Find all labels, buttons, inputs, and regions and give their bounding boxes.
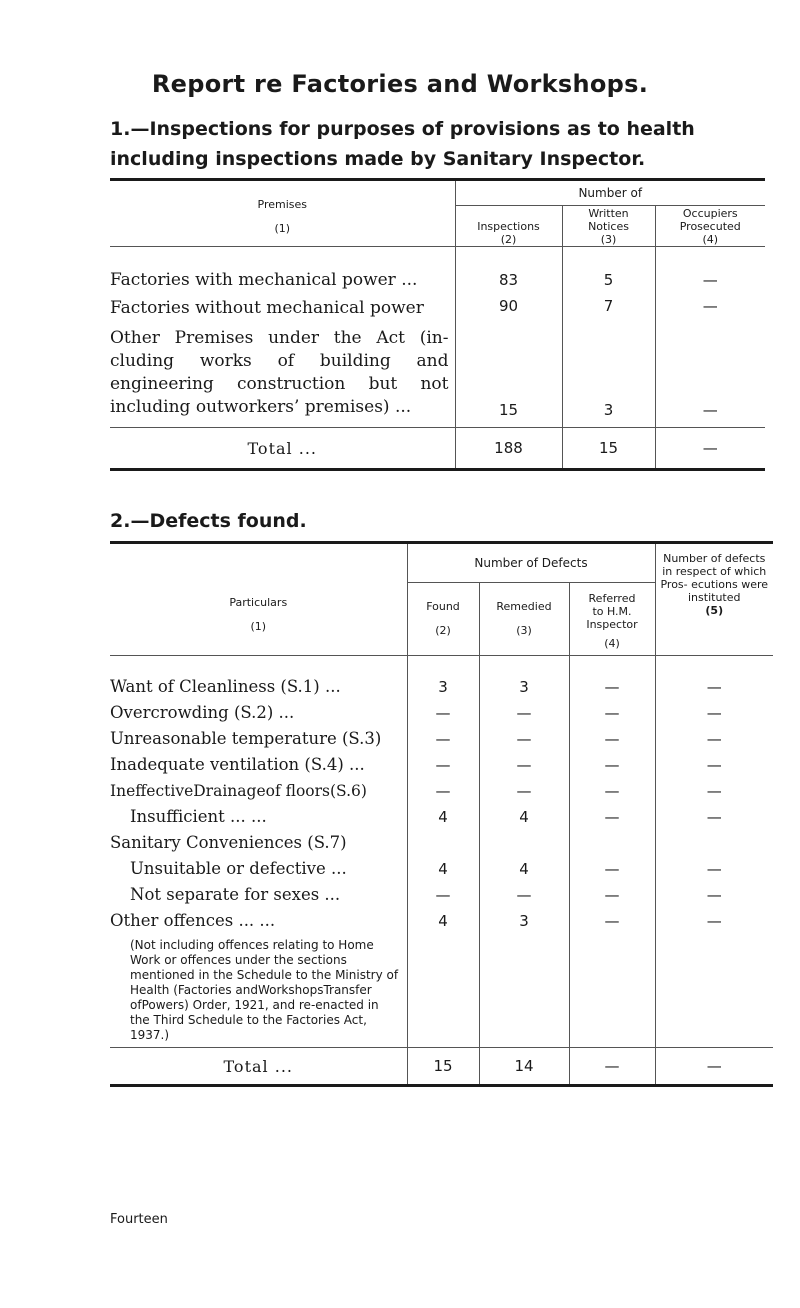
found-value: — [407, 882, 479, 908]
found-value: — [407, 700, 479, 726]
prosecutions-value: — [655, 856, 773, 882]
remedied-value: 4 [479, 804, 569, 830]
other-offences-note: (Not including offences relating to Home Work or offences under the sections mentioned in the Schedule to the Ministry of Health (Factories andWorkshopsTransfer ofPowers) Order, 1921, and re-enacted in the Third Schedule to the Factories Act, 1937.) [130, 938, 399, 1042]
remedied-value: — [479, 726, 569, 752]
inspections-table [110, 178, 765, 471]
table-row [110, 656, 773, 701]
found-value: 4 [407, 804, 479, 830]
remedied-header-num: (3) [516, 624, 532, 637]
premises-header [110, 180, 455, 247]
found-value: 4 [407, 856, 479, 882]
prosecutions-header-num: (5) [705, 604, 724, 617]
remedied-value: 4 [479, 856, 569, 882]
row-label: Factories with mechanical power ... [110, 270, 418, 290]
referred-total: — [569, 1048, 655, 1086]
row-label: Want of Cleanliness (S.1) ... [110, 677, 341, 696]
row-label: Other Premises under the Act (in- cluding works of building and engineering construction but not including outworkers’ premises) ... [110, 328, 449, 417]
defects-table [110, 541, 773, 1087]
remedied-value: — [479, 752, 569, 778]
found-header-label: Found [426, 600, 460, 613]
remedied-value: 3 [479, 908, 569, 934]
referred-value: — [569, 752, 655, 778]
remedied-value: — [479, 778, 569, 804]
premises-header-label: Premises [257, 197, 307, 211]
section-1-heading: 1.—Inspections for purposes of provisions as to health including inspections made by Sanitary Inspector. [110, 118, 695, 170]
found-value: — [407, 726, 479, 752]
found-value: — [407, 752, 479, 778]
page-title: Report re Factories and Workshops. [151, 70, 649, 98]
total-label: Total ... [110, 428, 455, 470]
written-notices-header-num: (3) [600, 232, 617, 246]
inspections-header [455, 206, 562, 247]
referred-value: — [569, 856, 655, 882]
referred-value: — [569, 882, 655, 908]
referred-header-num: (4) [604, 637, 620, 650]
referred-value: — [569, 804, 655, 830]
total-row [110, 1048, 773, 1086]
referred-value [569, 830, 655, 856]
row-label: Sanitary Conveniences (S.7) [110, 833, 347, 852]
written-notices-total: 15 [562, 428, 655, 470]
prosecutions-value: — [655, 752, 773, 778]
row-label: Overcrowding (S.2) ... [110, 703, 295, 722]
written-notices-header [562, 206, 655, 247]
prosecutions-total: — [655, 1048, 773, 1086]
remedied-value: 3 [479, 656, 569, 701]
remedied-header-label: Remedied [496, 600, 552, 613]
table-row [110, 752, 773, 778]
occupiers-prosecuted-header-num: (4) [702, 232, 719, 246]
number-of-defects-header: Number of Defects [407, 543, 655, 583]
written-notices-header-label: Written Notices [588, 206, 629, 233]
particulars-header [110, 543, 407, 656]
remedied-value: — [479, 700, 569, 726]
occupiers-prosecuted-value: — [655, 327, 765, 428]
total-label: Total ... [110, 1048, 407, 1086]
found-header-num: (2) [435, 624, 451, 637]
written-notices-value: 5 [562, 247, 655, 298]
table-row [110, 908, 773, 934]
premises-header-num: (1) [274, 221, 291, 235]
occupiers-prosecuted-value: — [655, 247, 765, 298]
occupiers-prosecuted-total: — [655, 428, 765, 470]
row-label: Other offences ... ... [110, 911, 276, 930]
prosecutions-value [655, 830, 773, 856]
found-header [407, 583, 479, 656]
page-footer: Fourteen [110, 1212, 168, 1227]
particulars-header-label: Particulars [229, 595, 288, 609]
table-row [110, 882, 773, 908]
table-row [110, 327, 765, 428]
table-row [110, 830, 773, 856]
written-notices-value: 7 [562, 297, 655, 327]
row-label: Insufficient ... ... [130, 807, 267, 826]
section-2-heading: 2.—Defects found. [110, 510, 307, 532]
table-row [110, 247, 765, 298]
table-row [110, 804, 773, 830]
prosecutions-value: — [655, 908, 773, 934]
table-row [110, 700, 773, 726]
prosecutions-header [655, 543, 773, 656]
table-row [110, 297, 765, 327]
referred-header [569, 583, 655, 656]
row-label: Unsuitable or defective ... [130, 859, 347, 878]
prosecutions-value: — [655, 804, 773, 830]
referred-value: — [569, 778, 655, 804]
inspections-value: 15 [455, 327, 562, 428]
found-value [407, 830, 479, 856]
row-label: Unreasonable temperature (S.3) [110, 729, 382, 748]
referred-value: — [569, 656, 655, 701]
particulars-header-num: (1) [250, 619, 267, 633]
inspections-value: 83 [455, 247, 562, 298]
occupiers-prosecuted-header [655, 206, 765, 247]
referred-value: — [569, 908, 655, 934]
inspections-value: 90 [455, 297, 562, 327]
remedied-header [479, 583, 569, 656]
occupiers-prosecuted-header-label: Occupiers Prosecuted [679, 206, 741, 233]
prosecutions-value: — [655, 656, 773, 701]
table-row [110, 778, 773, 804]
table-row [110, 856, 773, 882]
occupiers-prosecuted-value: — [655, 297, 765, 327]
prosecutions-value: — [655, 700, 773, 726]
prosecutions-value: — [655, 882, 773, 908]
inspections-header-num: (2) [500, 233, 517, 246]
number-of-header: Number of [455, 180, 765, 206]
note-row [110, 934, 773, 1048]
prosecutions-header-label: Number of defects in respect of which Pros- ecutions were instituted [660, 552, 769, 604]
row-label: Not separate for sexes ... [130, 885, 341, 904]
found-value: 3 [407, 656, 479, 701]
inspections-header-label: Inspections [477, 220, 540, 233]
referred-header-label: Referred to H.M. Inspector [586, 592, 638, 631]
table-row [110, 726, 773, 752]
row-label: Factories without mechanical power [110, 298, 424, 318]
found-value: 4 [407, 908, 479, 934]
inspections-total: 188 [455, 428, 562, 470]
row-label: Inadequate ventilation (S.4) ... [110, 755, 365, 774]
written-notices-value: 3 [562, 327, 655, 428]
prosecutions-value: — [655, 778, 773, 804]
remedied-total: 14 [479, 1048, 569, 1086]
remedied-value: — [479, 882, 569, 908]
found-value: — [407, 778, 479, 804]
referred-value: — [569, 700, 655, 726]
row-label: IneffectiveDrainageof floors(S.6) [110, 782, 367, 800]
found-total: 15 [407, 1048, 479, 1086]
remedied-value [479, 830, 569, 856]
total-row [110, 428, 765, 470]
referred-value: — [569, 726, 655, 752]
prosecutions-value: — [655, 726, 773, 752]
